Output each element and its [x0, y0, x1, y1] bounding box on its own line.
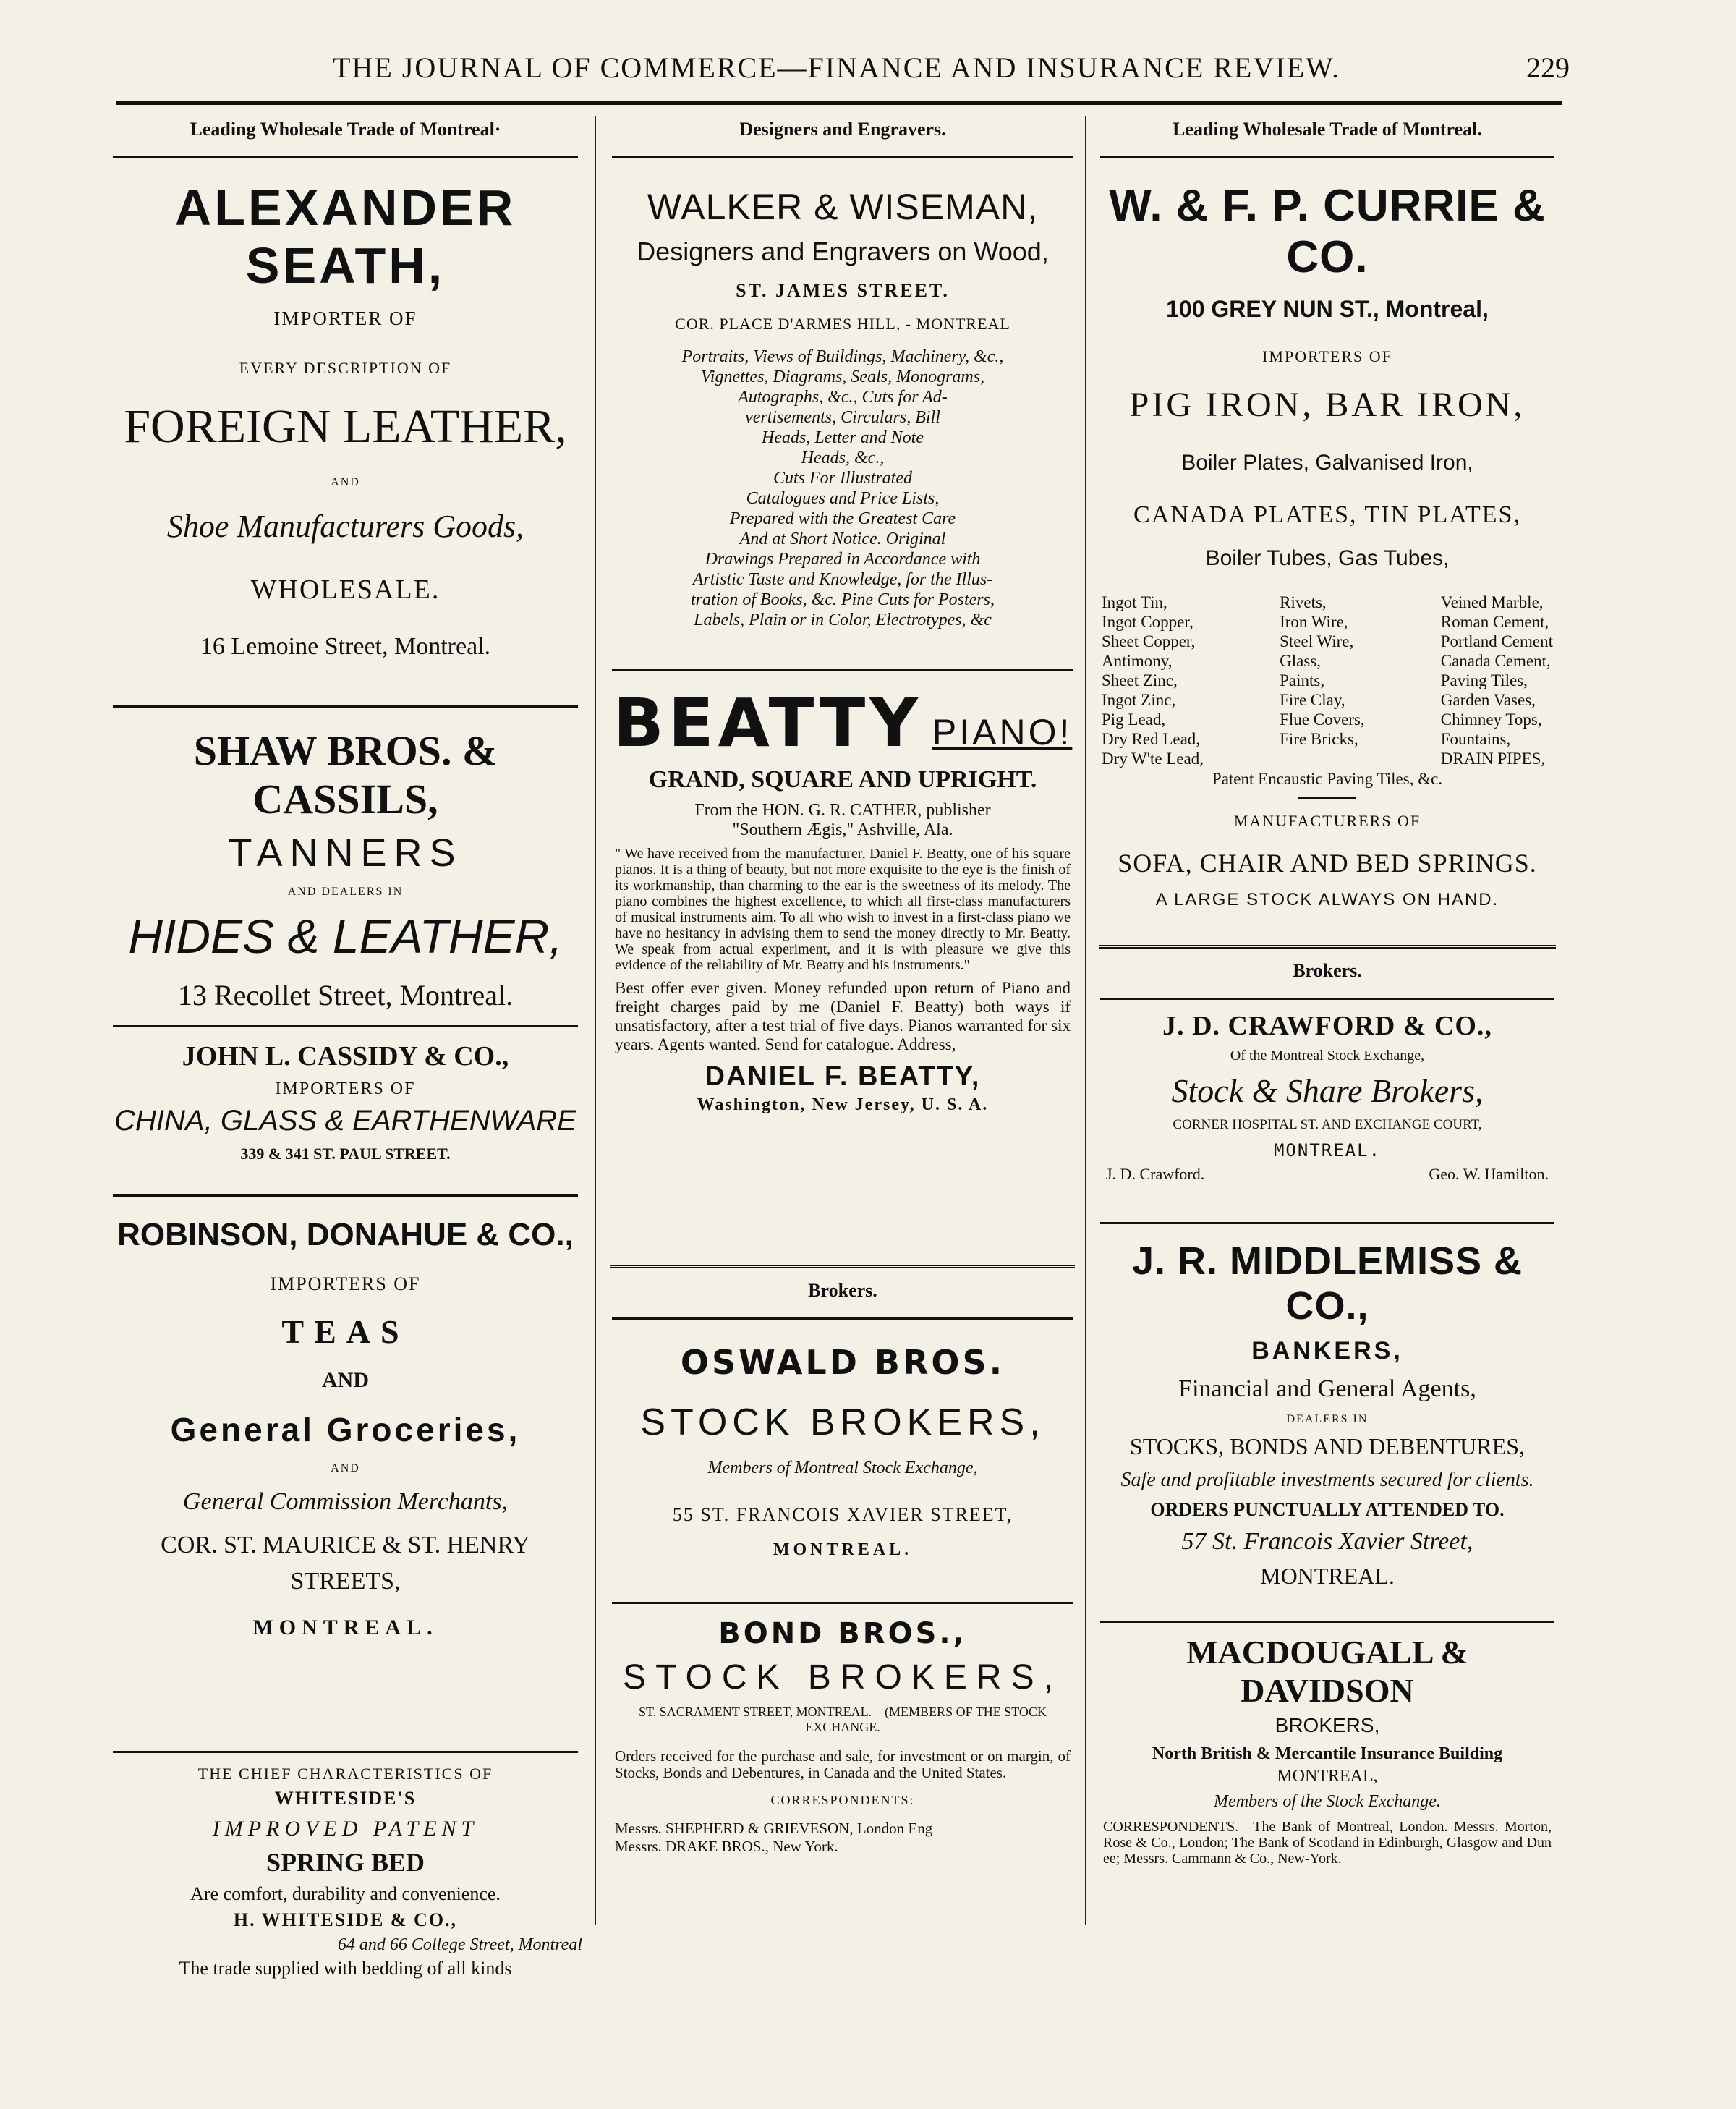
ad-headline: GRAND, SQUARE AND UPRIGHT. [648, 766, 1037, 793]
ad-text: IMPORTER OF [273, 307, 417, 329]
advertiser-name: WALKER & WISEMAN, [647, 187, 1039, 227]
advertiser-name: MACDOUGALL & DAVIDSON [1186, 1634, 1468, 1709]
product-item: Ingot Zinc, [1102, 691, 1176, 709]
section-heading: Brokers. [808, 1280, 877, 1301]
product-item: Glass, [1280, 652, 1321, 670]
ad-address: Washington, New Jersey, U. S. A. [697, 1095, 989, 1114]
ad-currie [1096, 164, 1559, 936]
column-2 [608, 116, 1078, 1928]
short-divider [1298, 797, 1356, 799]
ad-headline: SOFA, CHAIR AND BED SPRINGS. [1118, 849, 1537, 878]
partner-names [1096, 1160, 1559, 1188]
ad-headline: General Groceries, [170, 1411, 521, 1448]
page-number: 229 [1526, 51, 1570, 84]
product-item: Fire Bricks, [1280, 730, 1358, 748]
ad-text: Shoe Manufacturers Goods, [166, 509, 524, 544]
product-item: Dry Red Lead, [1102, 730, 1201, 748]
beatty-piano-label: PIANO! [932, 712, 1073, 752]
ad-walker-wiseman [608, 164, 1078, 663]
divider [113, 705, 578, 708]
ad-text: IMPORTERS OF [270, 1273, 421, 1294]
product-item: Iron Wire, [1280, 613, 1348, 631]
product-item: Ingot Copper, [1102, 613, 1194, 631]
beatty-brand: BEATTY [613, 684, 922, 762]
ad-headline: HIDES & LEATHER, [128, 909, 563, 963]
ad-text: The trade supplied with bedding of all kinds [179, 1958, 512, 1979]
divider [113, 1194, 578, 1197]
beatty-title-row [608, 684, 1078, 762]
product-item: Garden Vases, [1440, 691, 1536, 709]
ad-address: ST. JAMES STREET. [736, 280, 950, 301]
ad-text: DEALERS IN [1286, 1413, 1369, 1425]
ad-john-cassidy [109, 1033, 582, 1189]
divider [612, 669, 1073, 671]
ad-line: Artistic Taste and Knowledge, for the Illus- [692, 570, 993, 589]
ad-headline: PIG IRON, BAR IRON, [1129, 386, 1526, 424]
ad-crawford [1096, 1006, 1559, 1216]
ad-text: Safe and profitable investments secured for clients. [1120, 1469, 1534, 1491]
advertiser-name: J. R. MIDDLEMISS & CO., [1131, 1239, 1523, 1328]
ad-line: Drawings Prepared in Accordance with [705, 550, 981, 569]
ad-text: AND [322, 1368, 369, 1392]
ad-text: Of the Montreal Stock Exchange, [1230, 1048, 1425, 1064]
product-item: Ingot Tin, [1102, 593, 1167, 611]
ad-address: 64 and 66 College Street, Montreal [337, 1935, 582, 1954]
product-item: Sheet Zinc, [1102, 671, 1178, 689]
ad-address: MONTREAL. [1260, 1563, 1395, 1589]
ad-address: MONTREAL. [773, 1540, 913, 1559]
ad-text: Boiler Plates, Galvanised Iron, [1181, 451, 1473, 475]
ad-text: IMPORTERS OF [1262, 347, 1392, 365]
ad-bond-bros [608, 1610, 1078, 1856]
page-header [116, 51, 1570, 94]
ad-headline: Financial and General Agents, [1178, 1375, 1476, 1402]
ad-text: BANKERS, [1251, 1337, 1403, 1365]
ad-line: Catalogues and Price Lists, [746, 489, 940, 508]
ad-address: 55 ST. FRANCOIS XAVIER STREET, [672, 1504, 1013, 1525]
divider [1100, 1222, 1554, 1224]
partner-name: Geo. W. Hamilton. [1429, 1165, 1549, 1183]
section-heading: Leading Wholesale Trade of Montreal. [1173, 119, 1482, 140]
ad-text: MANUFACTURERS OF [1233, 812, 1421, 830]
section-heading: Leading Wholesale Trade of Montreal· [190, 119, 501, 140]
ad-address: STREETS, [290, 1568, 401, 1595]
ad-text: THE CHIEF CHARACTERISTICS OF [197, 1765, 493, 1783]
ad-text: IMPORTERS OF [275, 1079, 416, 1098]
column-1 [109, 116, 582, 1979]
ad-line: And at Short Notice. Original [739, 530, 946, 548]
ad-headline: TEAS [281, 1313, 409, 1350]
advertiser-name: DANIEL F. BEATTY, [705, 1061, 981, 1092]
ad-address: CORNER HOSPITAL ST. AND EXCHANGE COURT, [1173, 1117, 1482, 1132]
ad-line: Heads, Letter and Note [762, 428, 924, 447]
ad-text: Members of the Stock Exchange. [1214, 1792, 1441, 1811]
ad-address: ST. SACRAMENT STREET, MONTREAL.—(MEMBERS OF THE STOCK EXCHANGE. [639, 1705, 1047, 1734]
product-item: Chimney Tops, [1440, 710, 1542, 729]
divider [113, 1751, 578, 1753]
ad-text: A LARGE STOCK ALWAYS ON HAND. [1155, 890, 1499, 909]
section-heading: Brokers. [1293, 960, 1362, 981]
divider [1099, 945, 1556, 949]
ad-text: CANADA PLATES, TIN PLATES, [1133, 501, 1521, 528]
ad-line: Cuts For Illustrated [773, 469, 912, 488]
product-item: Veined Marble, [1440, 593, 1544, 611]
ad-text: STOCKS, BONDS AND DEBENTURES, [1129, 1433, 1526, 1459]
ad-line: tration of Books, &c. Pine Cuts for Posters, [691, 590, 995, 609]
product-item: Paving Tiles, [1440, 671, 1528, 689]
divider [113, 156, 578, 158]
ad-line: Labels, Plain or in Color, Electrotypes, &c [694, 611, 992, 629]
ad-shaw-bros [109, 713, 582, 1019]
ad-alexander-seath [109, 164, 582, 700]
ad-text: EVERY DESCRIPTION OF [239, 359, 452, 377]
ad-headline: FOREIGN LEATHER, [124, 400, 567, 453]
ad-text: Are comfort, durability and convenience. [190, 1883, 501, 1904]
ad-headline: CHINA, GLASS & EARTHENWARE [114, 1105, 576, 1137]
column-divider [595, 116, 596, 1925]
ad-address: 13 Recollet Street, Montreal. [177, 979, 514, 1011]
product-item: DRAIN PIPES, [1440, 750, 1546, 768]
product-column [1102, 593, 1204, 768]
ad-headline: STOCK BROKERS, [623, 1658, 1063, 1697]
divider [1100, 998, 1554, 1000]
ad-headline: SPRING BED [265, 1848, 425, 1877]
product-list [1096, 593, 1559, 768]
advertiser-name: ALEXANDER SEATH, [174, 179, 516, 294]
ad-headline: TANNERS [228, 831, 463, 875]
product-item: Canada Cement, [1440, 652, 1551, 670]
ad-text: Messrs. DRAKE BROS., New York. [615, 1838, 838, 1855]
ad-address: MONTREAL. [1273, 1140, 1382, 1160]
ad-address: COR. PLACE D'ARMES HILL, - MONTREAL [675, 315, 1010, 333]
divider [612, 1602, 1073, 1604]
ad-text: AND [331, 476, 360, 488]
ad-offer: Best offer ever given. Money refunded upon return of Piano and freight charges paid by me (Daniel F. Beatty) both ways if unsatisfactory, after a test trial of five days. Pianos warranted for six years. Agents wanted. Send for catalogue. Address, [615, 979, 1071, 1053]
divider [612, 156, 1073, 158]
product-item: Portland Cement [1440, 632, 1553, 650]
advertiser-name: JOHN L. CASSIDY & CO., [182, 1041, 509, 1072]
ad-text: AND DEALERS IN [287, 886, 404, 898]
product-item: Roman Cement, [1440, 613, 1549, 631]
ad-text: IMPROVED PATENT [212, 1817, 479, 1841]
advertiser-name: J. D. CRAWFORD & CO., [1162, 1011, 1492, 1041]
divider [610, 1265, 1075, 1268]
ad-line: Prepared with the Greatest Care [729, 509, 956, 528]
divider [1100, 1621, 1554, 1623]
ad-middlemiss [1096, 1230, 1559, 1615]
divider [612, 1317, 1073, 1320]
product-item: Pig Lead, [1102, 710, 1166, 729]
ad-text: ORDERS PUNCTUALLY ATTENDED TO. [1150, 1499, 1505, 1520]
ad-macdougall-davidson [1096, 1629, 1559, 1867]
ad-line: Portraits, Views of Buildings, Machinery, &c., [681, 347, 1004, 366]
ad-text: BROKERS, [1275, 1714, 1380, 1736]
ad-body: CORRESPONDENTS.—The Bank of Montreal, London. Messrs. Morton, Rose & Co., London; The Bank of Scotland in Edinburgh, Glasgow and Dun ee; Messrs. Cammann & Co., New-York. [1103, 1819, 1552, 1867]
ad-line: Autographs, &c., Cuts for Ad- [738, 388, 948, 407]
header-rule [116, 101, 1562, 105]
advertiser-name: ROBINSON, DONAHUE & CO., [117, 1217, 574, 1252]
journal-title: THE JOURNAL OF COMMERCE—FINANCE AND INSURANCE REVIEW. [333, 51, 1341, 84]
ad-address: COR. ST. MAURICE & ST. HENRY [161, 1532, 530, 1558]
product-item: Flue Covers, [1280, 710, 1365, 729]
ad-text: From the HON. G. R. CATHER, publisher [694, 801, 991, 820]
ad-address: MONTREAL, [1277, 1767, 1378, 1786]
ad-text: WHITESIDE'S [274, 1788, 417, 1809]
ad-headline: STOCK BROKERS, [640, 1401, 1045, 1443]
ad-address: 100 GREY NUN ST., Montreal, [1166, 296, 1489, 322]
advertiser-name: BOND BROS., [718, 1617, 967, 1650]
column-divider [1085, 116, 1086, 1925]
advertiser-name: SHAW BROS. & CASSILS, [193, 727, 498, 823]
ad-text: AND [331, 1462, 360, 1474]
ad-address: North British & Mercantile Insurance Building [1152, 1744, 1503, 1763]
product-item: Sheet Copper, [1102, 632, 1196, 650]
ad-text: Messrs. SHEPHERD & GRIEVESON, London Eng [615, 1820, 933, 1837]
ad-body [608, 347, 1078, 630]
product-item: Paints, [1280, 671, 1325, 689]
product-item: Dry W'te Lead, [1102, 750, 1204, 768]
ad-text: General Commission Merchants, [182, 1488, 509, 1515]
ad-whiteside [109, 1759, 582, 1979]
partner-name: J. D. Crawford. [1106, 1165, 1205, 1183]
product-item: Steel Wire, [1280, 632, 1354, 650]
divider [1100, 156, 1554, 158]
ad-text: WHOLESALE. [250, 574, 441, 605]
ad-headline: Stock & Share Brokers, [1171, 1072, 1484, 1109]
ad-text: Members of Montreal Stock Exchange, [707, 1459, 978, 1477]
ad-address: 339 & 341 ST. PAUL STREET. [240, 1145, 451, 1163]
testimonial: " We have received from the manufacturer, Daniel F. Beatty, one of his square pianos. It is a thing of beauty, but not more exquisite to the eye is the finish of its workmanship, than charming to the ear is the sweetness of its melody. The piano combines the highest excellence, to which all first-class manufacturers of musical instruments aim. To all who wish to invest in a first-class piano we have no hesitancy in advising them to send the money directly to Mr. Beatty. We speak from actual experiment, and it is with pleasure we give this evidence of the reliability of Mr. Beatty and his instruments." [615, 846, 1071, 973]
ad-robinson-donahue [109, 1202, 582, 1745]
divider [113, 1025, 578, 1027]
product-item: Rivets, [1280, 593, 1327, 611]
ad-text: "Southern Ægis," Ashville, Ala. [732, 820, 953, 839]
ad-beatty-piano [608, 677, 1078, 1256]
section-heading: Designers and Engravers. [739, 119, 946, 140]
ad-body: Orders received for the purchase and sale, for investment or on margin, of Stocks, Bonds and Debentures, in Canada and the United States. [615, 1747, 1071, 1781]
product-column [1441, 593, 1553, 768]
advertiser-name: OSWALD BROS. [680, 1343, 1005, 1382]
product-column [1280, 593, 1365, 768]
ad-text: Patent Encaustic Paving Tiles, &c. [1212, 770, 1443, 788]
ad-address: MONTREAL. [252, 1616, 438, 1639]
ad-text: CORRESPONDENTS: [770, 1793, 915, 1807]
product-item: Fire Clay, [1280, 691, 1345, 709]
ad-line: Vignettes, Diagrams, Seals, Monograms, [700, 368, 985, 386]
advertiser-name: H. WHITESIDE & CO., [233, 1909, 458, 1930]
ad-line: vertisements, Circulars, Bill [745, 408, 940, 427]
ad-line: Heads, &c., [801, 449, 885, 467]
product-item: Antimony, [1102, 652, 1173, 670]
ad-text: Boiler Tubes, Gas Tubes, [1205, 546, 1450, 570]
ad-address: 57 St. Francois Xavier Street, [1181, 1528, 1473, 1555]
column-3 [1096, 116, 1559, 1928]
advertiser-name: W. & F. P. CURRIE & CO. [1109, 181, 1546, 282]
ad-address: 16 Lemoine Street, Montreal. [200, 633, 491, 660]
ad-oswald-bros [608, 1325, 1078, 1596]
product-item: Fountains, [1440, 730, 1511, 748]
ad-headline: Designers and Engravers on Wood, [637, 237, 1049, 266]
